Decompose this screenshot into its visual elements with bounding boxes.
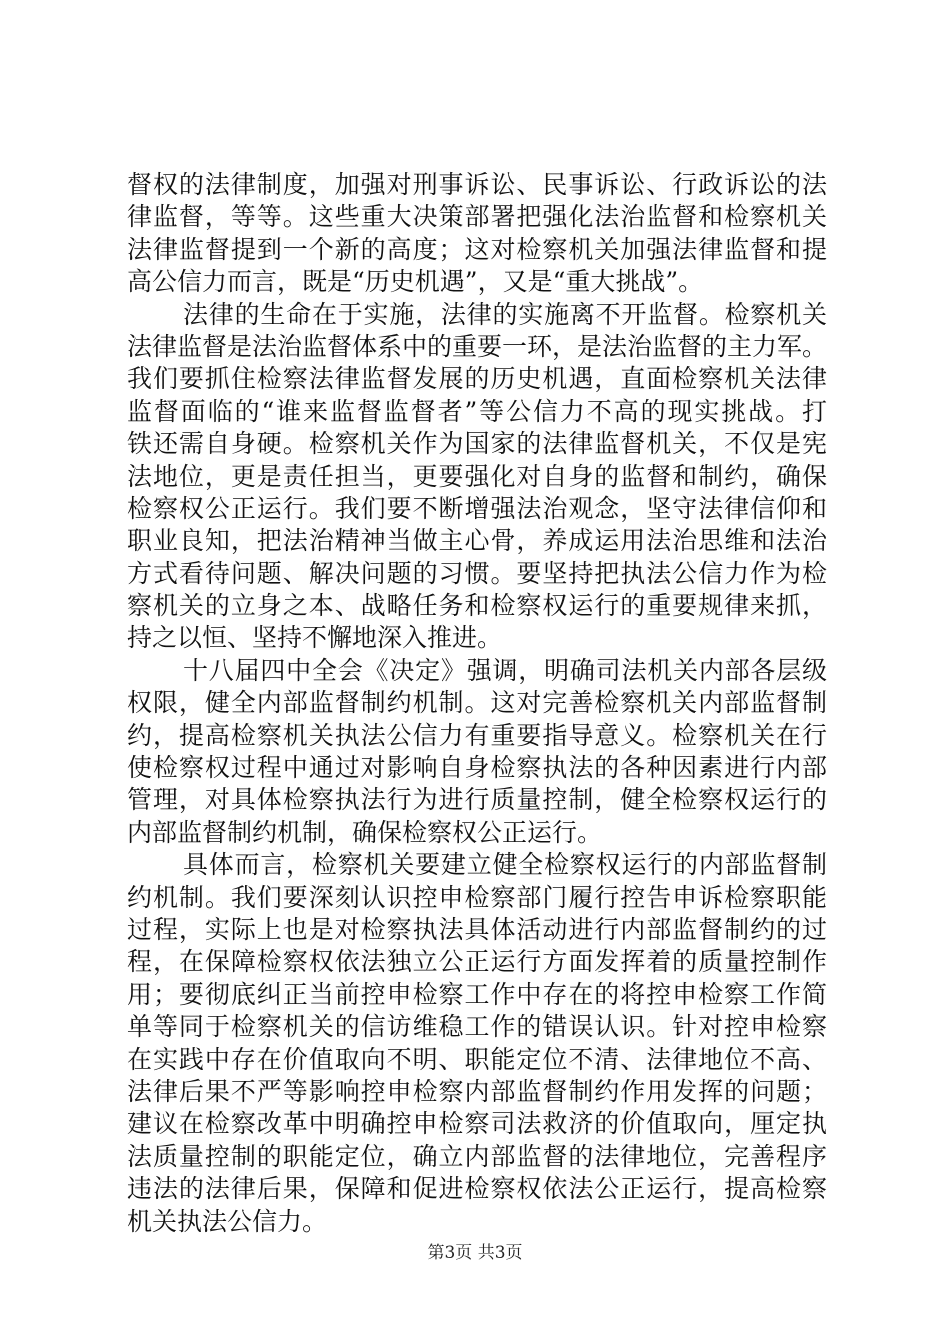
text-line: 内部监督制约机制，确保检察权公正运行。 bbox=[127, 817, 603, 847]
text-line: 方式看待问题、解决问题的习惯。要坚持把执法公信力作为检 bbox=[127, 558, 827, 588]
paragraph bbox=[127, 849, 827, 1238]
text-line: 十八届四中全会《决定》强调，明确司法机关内部各层级 bbox=[183, 655, 827, 685]
text-line: 法地位，更是责任担当，更要强化对自身的监督和制约，确保 bbox=[127, 461, 827, 491]
text-line: 管理，对具体检察执法行为进行质量控制，健全检察权运行的 bbox=[127, 785, 827, 815]
text-line: 约，提高检察机关执法公信力有重要指导意义。检察机关在行 bbox=[127, 720, 827, 750]
text-line: 法律后果不严等影响控申检察内部监督制约作用发挥的问题； bbox=[127, 1076, 827, 1106]
text-line: 律监督，等等。这些重大决策部署把强化法治监督和检察机关 bbox=[127, 202, 827, 232]
text-line: 法律监督提到一个新的高度；这对检察机关加强法律监督和提 bbox=[127, 234, 827, 264]
text-line: 过程，实际上也是对检察执法具体活动进行内部监督制约的过 bbox=[127, 914, 827, 944]
text-line: 违法的法律后果，保障和促进检察权依法公正运行，提高检察 bbox=[127, 1174, 827, 1204]
text-line: 督权的法律制度，加强对刑事诉讼、民事诉讼、行政诉讼的法 bbox=[127, 170, 827, 199]
text-line: 约机制。我们要深刻认识控申检察部门履行控告申诉检察职能 bbox=[127, 882, 827, 912]
text-line: 使检察权过程中通过对影响自身检察执法的各种因素进行内部 bbox=[127, 753, 827, 783]
text-line: 具体而言，检察机关要建立健全检察权运行的内部监督制 bbox=[183, 850, 827, 880]
text-line: 建议在检察改革中明确控申检察司法救济的价值取向，厘定执 bbox=[127, 1109, 827, 1139]
text-line: 检察权公正运行。我们要不断增强法治观念，坚守法律信仰和 bbox=[127, 493, 827, 523]
text-line: 职业良知，把法治精神当做主心骨，养成运用法治思维和法治 bbox=[127, 526, 827, 556]
text-line: 用；要彻底纠正当前控申检察工作中存在的将控申检察工作简 bbox=[127, 979, 827, 1009]
text-line: 权限，健全内部监督制约机制。这对完善检察机关内部监督制 bbox=[127, 688, 827, 718]
text-line: 法律的生命在于实施，法律的实施离不开监督。检察机关 bbox=[183, 299, 827, 329]
text-line: 持之以恒、坚持不懈地深入推进。 bbox=[127, 623, 503, 653]
text-line: 高公信力而言，既是“历史机遇”，又是“重大挑战”。 bbox=[127, 267, 704, 297]
text-line: 铁还需自身硬。检察机关作为国家的法律监督机关，不仅是宪 bbox=[127, 429, 827, 459]
text-line: 监督面临的“谁来监督监督者”等公信力不高的现实挑战。打 bbox=[127, 396, 827, 426]
paragraph bbox=[127, 299, 827, 655]
text-line: 法质量控制的职能定位，确立内部监督的法律地位，完善程序 bbox=[127, 1141, 827, 1171]
text-line: 察机关的立身之本、战略任务和检察权运行的重要规律来抓， bbox=[127, 591, 827, 621]
text-line: 法律监督是法治监督体系中的重要一环，是法治监督的主力军。 bbox=[127, 331, 827, 361]
paragraph bbox=[127, 655, 827, 849]
paragraph bbox=[127, 169, 827, 299]
text-line: 单等同于检察机关的信访维稳工作的错误认识。针对控申检察 bbox=[127, 1012, 827, 1042]
text-line: 机关执法公信力。 bbox=[127, 1206, 328, 1236]
document-body bbox=[127, 169, 827, 1238]
page-number: 第3页 共3页 bbox=[427, 1243, 523, 1263]
text-line: 在实践中存在价值取向不明、职能定位不清、法律地位不高、 bbox=[127, 1044, 827, 1074]
text-line: 程，在保障检察权依法独立公正运行方面发挥着的质量控制作 bbox=[127, 947, 827, 977]
text-line: 我们要抓住检察法律监督发展的历史机遇，直面检察机关法律 bbox=[127, 364, 827, 394]
